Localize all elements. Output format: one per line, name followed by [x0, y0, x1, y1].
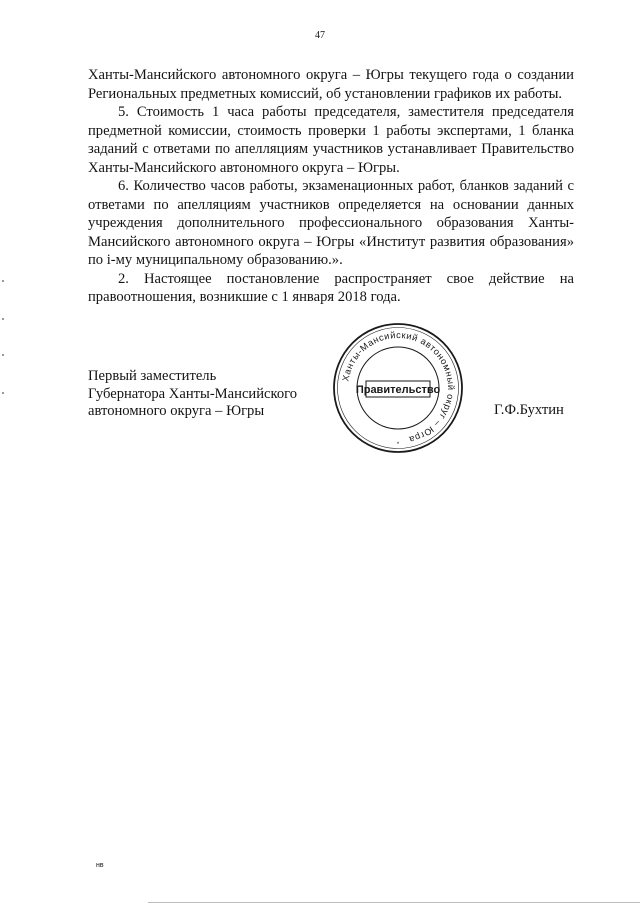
signer-position-line: Первый заместитель	[88, 368, 217, 384]
scan-speck	[2, 280, 4, 282]
signer-position-line: автономного округа – Югры	[88, 403, 265, 419]
signer-position	[88, 368, 298, 421]
paragraph-continuation: Ханты-Мансийского автономного округа – Югры текущего года о создании Региональных предметных комиссий, об установлении графиков их работы.	[88, 67, 574, 102]
seal-graphic	[330, 320, 466, 456]
seal-star-icon: *	[396, 442, 400, 448]
scan-speck	[2, 354, 4, 356]
bottom-rule	[148, 902, 640, 903]
page-number: 47	[315, 30, 325, 41]
scan-speck	[2, 392, 4, 394]
official-seal	[330, 320, 466, 456]
executor-mark: нв	[96, 862, 104, 869]
seal-ring-text: Ханты-Мансийский автономный округ – Югра	[340, 329, 457, 445]
paragraph-item-2: 2. Настоящее постановление распространяет свое действие на правоотношения, возникшие с 1 января 2018 года.	[88, 270, 574, 305]
document-body	[88, 66, 574, 307]
seal-center-text: Правительство	[355, 384, 441, 396]
paragraph-item-6: 6. Количество часов работы, экзаменационных работ, бланков заданий с ответами по апелляциям участников определяется на основании данных учреждения дополнительного профессионального образования Ханты-Мансийского автономного округа – Югры «Институт развития образования» по i-му муниципальному образованию.».	[88, 178, 574, 268]
signer-name: Г.Ф.Бухтин	[494, 402, 564, 418]
paragraph-item-5: 5. Стоимость 1 часа работы председателя, заместителя председателя предметной комиссии, стоимость проверки 1 работы экспертами, 1 бланка заданий с ответами по апелляциям участников устанавливает Правительство Ханты-Мансийского автономного округа – Югры.	[88, 104, 574, 176]
scan-speck	[2, 318, 4, 320]
scan-margin-specks	[2, 280, 4, 400]
signer-position-line: Губернатора Ханты-Мансийского	[88, 385, 298, 402]
